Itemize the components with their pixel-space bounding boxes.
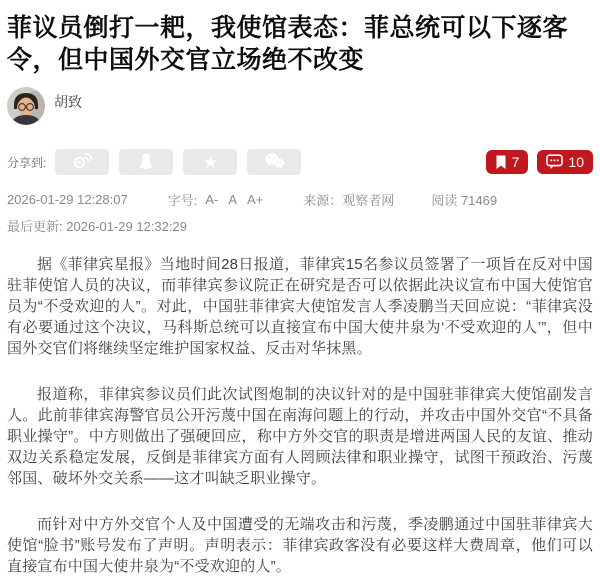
author-row <box>7 87 593 125</box>
source-group <box>303 190 394 209</box>
article-paragraph: 而针对中方外交官个人及中国遭受的无端攻击和污蔑，季凌鹏通过中国驻菲律宾大使馆“脸书”账号发布了声明。声明表示：菲律宾政客没有必要这样大费周章，他们可以直接宣布中国大使井泉为“不受欢迎的人”。 <box>7 516 593 575</box>
share-qzone-button[interactable] <box>183 149 237 175</box>
source-label: 来源： <box>303 193 343 208</box>
last-updated-label: 最后更新: <box>7 219 63 234</box>
last-updated-row <box>7 216 593 235</box>
font-size-increase[interactable]: A+ <box>247 192 264 207</box>
badges-group <box>477 150 593 174</box>
comment-badge[interactable] <box>537 150 593 174</box>
article-paragraph: 报道称，菲律宾参议员们此次试图炮制的决议针对的是中国驻菲律宾大使馆副发言人。此前菲律宾海警官员公开污蔑中国在南海问题上的行动，并攻击中国外交官“不具备职业操守”。中方则做出了强硬回应，称中方外交官的职责是增进两国人民的友谊、推动双边关系稳定发展，反倒是菲律宾方面有人罔顾法律和职业操守，试图干预政治、污蔑邻国、破坏外交关系——这才叫缺乏职业操守。 <box>7 386 593 487</box>
avatar[interactable] <box>7 87 45 125</box>
share-label: 分享到: <box>7 155 47 170</box>
font-size-normal[interactable]: A <box>228 192 238 207</box>
qq-icon <box>137 152 155 173</box>
bookmark-count: 7 <box>511 154 520 170</box>
comment-count: 10 <box>568 154 584 170</box>
views-label: 阅读 <box>431 193 458 208</box>
weibo-icon <box>71 152 93 172</box>
article-body <box>7 254 593 577</box>
last-updated-time: 2026-01-29 12:32:29 <box>66 219 187 234</box>
share-row <box>7 149 593 175</box>
font-size-decrease[interactable]: A- <box>205 192 219 207</box>
qzone-star-icon: ★ <box>202 152 218 172</box>
avatar-image <box>7 87 45 125</box>
font-size-label: 字号: <box>167 193 198 208</box>
author-name[interactable]: 胡致 <box>54 94 82 110</box>
bookmark-icon <box>495 155 507 170</box>
article-paragraph: 据《菲律宾星报》当地时间28日报道，菲律宾15名参议员签署了一项旨在反对中国驻菲使馆人员的决议，而菲律宾参议院正在研究是否可以依据此决议宣布中国大使馆官员为“不受欢迎的人”。对此，中国驻菲律宾大使馆发言人季凌鹏当天回应说：“菲律宾没有必要通过这个决议，马科斯总统可以直接宣布中国大使井泉为‘不受欢迎的人’”，但中国外交官们将继续坚定维护国家权益、反击对华抹黑。 <box>7 256 593 357</box>
wechat-icon <box>264 152 285 172</box>
share-qq-button[interactable] <box>119 149 173 175</box>
source-link[interactable]: 观察者网 <box>342 193 395 208</box>
views-group <box>431 190 497 209</box>
publish-time: 2026-01-29 12:28:07 <box>7 192 128 207</box>
font-size-controls <box>168 190 274 209</box>
share-weibo-button[interactable] <box>55 149 109 175</box>
share-wechat-button[interactable] <box>247 149 301 175</box>
page-title: 菲议员倒打一耙，我使馆表态：菲总统可以下逐客令，但中国外交官立场绝不改变 <box>7 14 569 74</box>
meta-row <box>7 190 593 209</box>
bookmark-badge[interactable] <box>486 150 529 174</box>
comment-icon <box>546 154 563 170</box>
views-count: 71469 <box>460 193 498 208</box>
